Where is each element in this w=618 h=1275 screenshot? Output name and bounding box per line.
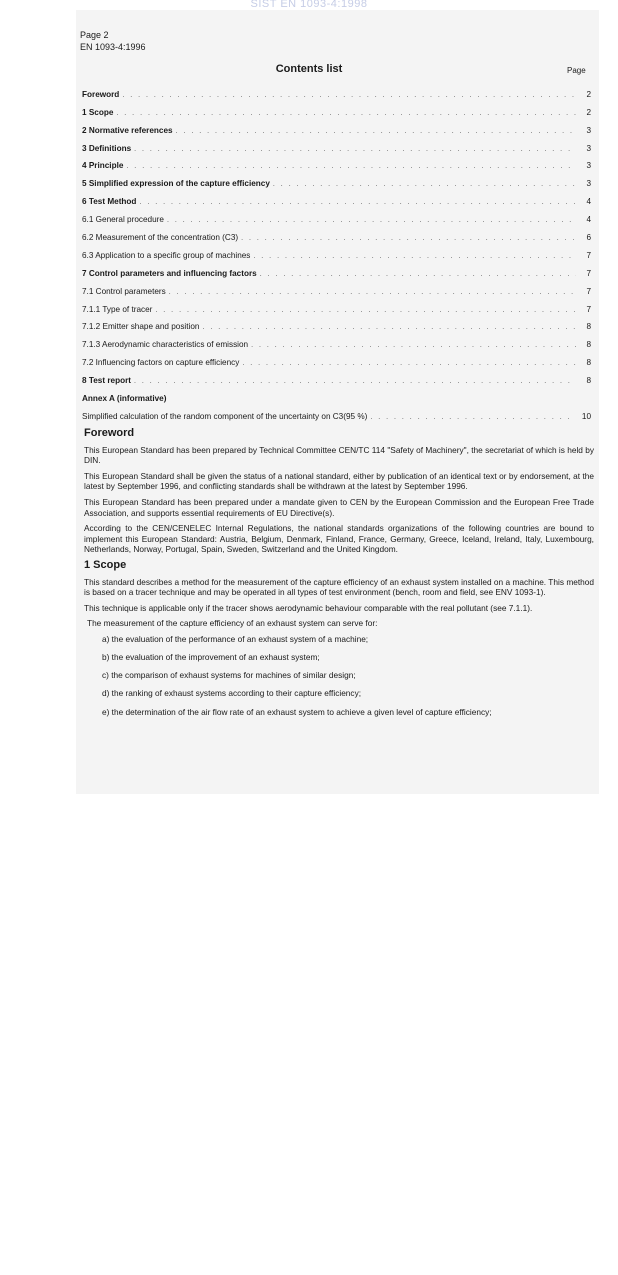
toc-entry-label: 7.1.2 Emitter shape and position (82, 322, 200, 332)
scope-paragraph: This standard describes a method for the measurement of the capture efficiency of an exhaust system installed on a machine. This method is based on a tracer technique and may be operated in all types of test environment (bench, room and field, see ENV 1093-1). (84, 576, 594, 598)
toc-dot-leader (134, 146, 576, 153)
toc-entry[interactable] (82, 224, 591, 242)
toc-entry-page: 2 (586, 89, 591, 99)
standard-id: EN 1093-4:1996 (80, 42, 146, 52)
table-of-contents (82, 81, 591, 421)
toc-entry-page: 2 (586, 107, 591, 117)
toc-entry-label: 7 Control parameters and influencing factors (82, 268, 257, 278)
toc-entry[interactable] (82, 188, 591, 206)
toc-dot-leader (169, 289, 576, 296)
toc-entry-page: 3 (586, 179, 591, 189)
toc-dot-leader (122, 92, 576, 99)
toc-entry[interactable] (82, 349, 591, 367)
toc-entry-label: 8 Test report (82, 376, 131, 386)
scope-heading: 1 Scope (84, 558, 127, 571)
list-item: a) the evaluation of the performance of an exhaust system of a machine; (102, 633, 369, 644)
scope-purpose-list (84, 634, 594, 717)
toc-dot-leader (176, 128, 576, 135)
toc-dot-leader (155, 307, 576, 314)
toc-entry-label: 5 Simplified expression of the capture efficiency (82, 179, 270, 189)
toc-dot-leader (260, 271, 576, 278)
toc-entry[interactable] (82, 278, 591, 296)
toc-dot-leader (242, 360, 576, 367)
list-item: b) the evaluation of the improvement of an exhaust system; (102, 652, 320, 663)
toc-entry[interactable] (82, 242, 591, 260)
toc-entry-label: 7.1.3 Aerodynamic characteristics of emission (82, 340, 249, 350)
foreword-paragraph: This European Standard shall be given the status of a national standard, either by publication of an identical text or by endorsement, at the latest by September 1996, and conflicting standards shall be withdrawn at the latest by September 1996. (84, 470, 594, 492)
toc-entry-label: 6 Test Method (82, 197, 137, 207)
toc-entry-label: 2 Normative references (82, 125, 173, 135)
toc-entry-page: 7 (586, 250, 591, 260)
toc-entry[interactable] (82, 99, 591, 117)
toc-entry-label: Simplified calculation of the random component of the uncertainty on C3(95 %) (82, 411, 368, 421)
scope-paragraph: This technique is applicable only if the tracer shows aerodynamic behaviour comparable with the real pollutant (see 7.1.1). (84, 602, 533, 613)
toc-entry-label: Foreword (82, 89, 120, 99)
foreword-paragraph: According to the CEN/CENELEC Internal Regulations, the national standards organizations of the following countries are bound to implement this European Standard: Austria, Belgium, Denmark, Finland, France, Germany, Greece, Iceland, Ireland, Italy, Luxembourg, Netherlands, Norway, Portugal, Spain, Sweden, Switzerland and the United Kingdom. (84, 523, 594, 555)
toc-dot-leader (134, 378, 576, 385)
toc-title: Contents list (275, 63, 343, 75)
toc-entry[interactable] (82, 153, 591, 171)
foreword-heading: Foreword (84, 427, 135, 439)
list-item: e) the determination of the air flow rate of an exhaust system to achieve a given level of capture efficiency; (102, 706, 492, 717)
toc-dot-leader (241, 235, 576, 242)
toc-entry-page: 8 (586, 340, 591, 350)
toc-dot-leader (251, 342, 576, 349)
toc-dot-leader (116, 110, 576, 117)
watermark: SIST EN 1093-4:1998 (250, 0, 368, 10)
body-content (84, 428, 594, 725)
toc-dot-leader (126, 163, 576, 170)
toc-entry-page: 3 (586, 143, 591, 153)
toc-entry-page: 10 (581, 411, 591, 421)
foreword-paragraph: This European Standard has been prepared by Technical Committee CEN/TC 114 "Safety of Machinery", the secretariat of which is held by DIN. (84, 444, 594, 466)
toc-entry-label: 6.1 General procedure (82, 215, 164, 225)
toc-dot-leader (273, 181, 576, 188)
list-item: c) the comparison of exhaust systems for machines of similar design; (102, 670, 356, 681)
toc-entry-page: 8 (586, 376, 591, 386)
toc-entry-page: 6 (586, 233, 591, 243)
toc-entry-page: 3 (586, 125, 591, 135)
foreword-paragraph: This European Standard has been prepared under a mandate given to CEN by the European Commission and the European Free Trade Association, and supports essential requirements of EU Directive(s). (84, 496, 594, 518)
page-header (80, 29, 146, 53)
toc-entry[interactable] (82, 314, 591, 332)
toc-entry-page: 3 (586, 161, 591, 171)
toc-entry-page: 7 (586, 286, 591, 296)
page-number-label: Page 2 (80, 30, 109, 40)
list-item: d) the ranking of exhaust systems according to their capture efficiency; (102, 688, 362, 699)
toc-entry-page: 7 (586, 304, 591, 314)
toc-entry-label: 3 Definitions (82, 143, 132, 153)
toc-entry-page: 7 (586, 268, 591, 278)
toc-entry[interactable] (82, 135, 591, 153)
toc-entry-page: 4 (586, 215, 591, 225)
toc-entry[interactable] (82, 81, 591, 99)
toc-entry[interactable] (82, 170, 591, 188)
toc-dot-leader (202, 324, 576, 331)
toc-entry[interactable] (82, 367, 591, 385)
toc-entry-label: 7.1 Control parameters (82, 286, 166, 296)
toc-entry[interactable] (82, 296, 591, 314)
toc-entry-annex[interactable] (82, 403, 591, 421)
toc-annex-heading: Annex A (informative) (82, 394, 167, 404)
toc-entry-label: 7.2 Influencing factors on capture efficiency (82, 358, 240, 368)
toc-dot-leader (370, 414, 576, 421)
toc-entry-label: 6.3 Application to a specific group of machines (82, 250, 251, 260)
toc-entry-page: 8 (586, 358, 591, 368)
toc-page-heading: Page (567, 66, 586, 75)
scope-paragraph: The measurement of the capture efficiency of an exhaust system can serve for: (87, 618, 378, 629)
toc-dot-leader (139, 199, 576, 206)
toc-entry[interactable] (82, 206, 591, 224)
toc-entry-label: 1 Scope (82, 107, 114, 117)
toc-entry-label: 4 Principle (82, 161, 124, 171)
toc-dot-leader (167, 217, 576, 224)
toc-entry-label: 6.2 Measurement of the concentration (C3) (82, 233, 239, 243)
toc-entry-page: 4 (586, 197, 591, 207)
toc-dot-leader (253, 253, 576, 260)
toc-entry[interactable] (82, 117, 591, 135)
toc-entry-label: 7.1.1 Type of tracer (82, 304, 153, 314)
toc-entry[interactable] (82, 260, 591, 278)
toc-entry[interactable] (82, 331, 591, 349)
toc-entry-page: 8 (586, 322, 591, 332)
